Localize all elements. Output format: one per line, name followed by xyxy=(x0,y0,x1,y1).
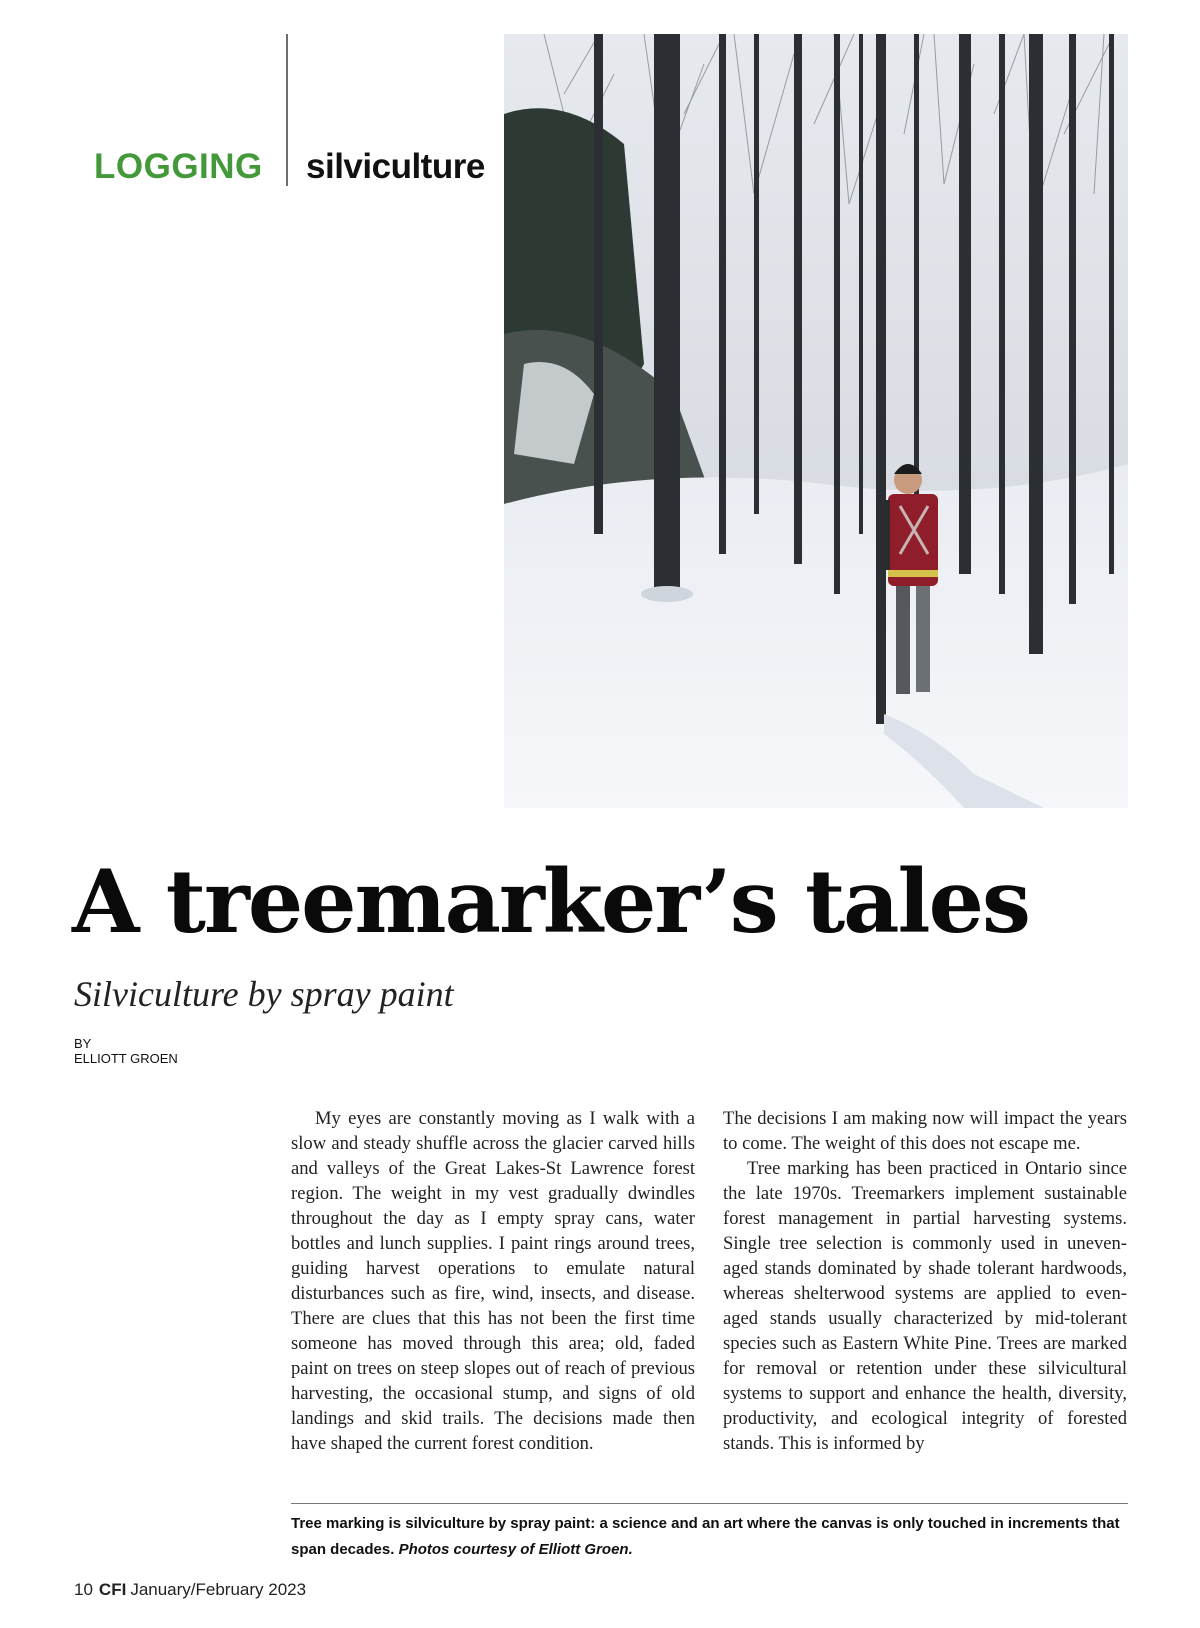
byline xyxy=(74,1036,178,1066)
page-footer xyxy=(74,1580,306,1600)
body-paragraph: The decisions I am making now will impact the years to come. The weight of this does not escape me. xyxy=(723,1108,1127,1154)
issue-date: January/February 2023 xyxy=(130,1580,307,1599)
photo-caption xyxy=(291,1511,1121,1563)
winter-forest-photo xyxy=(504,34,1128,808)
section-header xyxy=(94,34,494,186)
body-paragraph: My eyes are constantly moving as I walk with a slow and steady shuffle across the glacier carved hills and valleys of the Great Lakes-St Lawrence forest region. The weight in my vest gradually dwindles throughout the day as I empty spray cans, water bottles and lunch supplies. I paint rings around trees, guiding harvest operations to emulate natural disturbances such as fire, wind, insects, and disease. There are clues that this has not been the first time someone has moved through this area; old, faded paint on trees on steep slopes out of reach of previous harvesting, the occasional stump, and signs of old landings and skid trails. The decisions made then have shaped the current forest condition. xyxy=(291,1108,695,1454)
body-paragraph: Tree marking has been practiced in Ontario since the late 1970s. Treemarkers implement sustainable forest management in partial harvesting systems. Single tree selection is commonly used in uneven-aged stands dominated by shade tolerant hardwoods, whereas shelterwood systems are applied to even-aged stands usually characterized by mid-tolerant species such as Eastern White Pine. Trees are marked for removal or retention under these silvicultural systems to support and enhance the health, diversity, productivity, and ecological integrity of forested stands. This is informed by xyxy=(723,1158,1127,1454)
section-subcategory: silviculture xyxy=(306,147,485,186)
section-category: LOGGING xyxy=(94,147,263,186)
hero-photo xyxy=(504,34,1128,808)
byline-prefix: BY xyxy=(74,1036,92,1051)
section-divider xyxy=(286,34,288,186)
magazine-name: CFI xyxy=(98,1580,127,1599)
photo-credit: Photos courtesy of Elliott Groen. xyxy=(398,1541,633,1558)
article-deck: Silviculture by spray paint xyxy=(74,974,454,1014)
caption-rule xyxy=(291,1503,1128,1504)
body-column-1 xyxy=(291,1106,695,1456)
caption-text: Tree marking is silviculture by spray paint: a science and an art where the canvas is only touched in increments that span decades. xyxy=(291,1515,1120,1558)
article-headline: A treemarker’s tales xyxy=(72,850,1029,953)
page-number: 10 xyxy=(74,1580,93,1599)
body-column-2 xyxy=(723,1106,1127,1456)
byline-author: ELLIOTT GROEN xyxy=(74,1051,178,1066)
